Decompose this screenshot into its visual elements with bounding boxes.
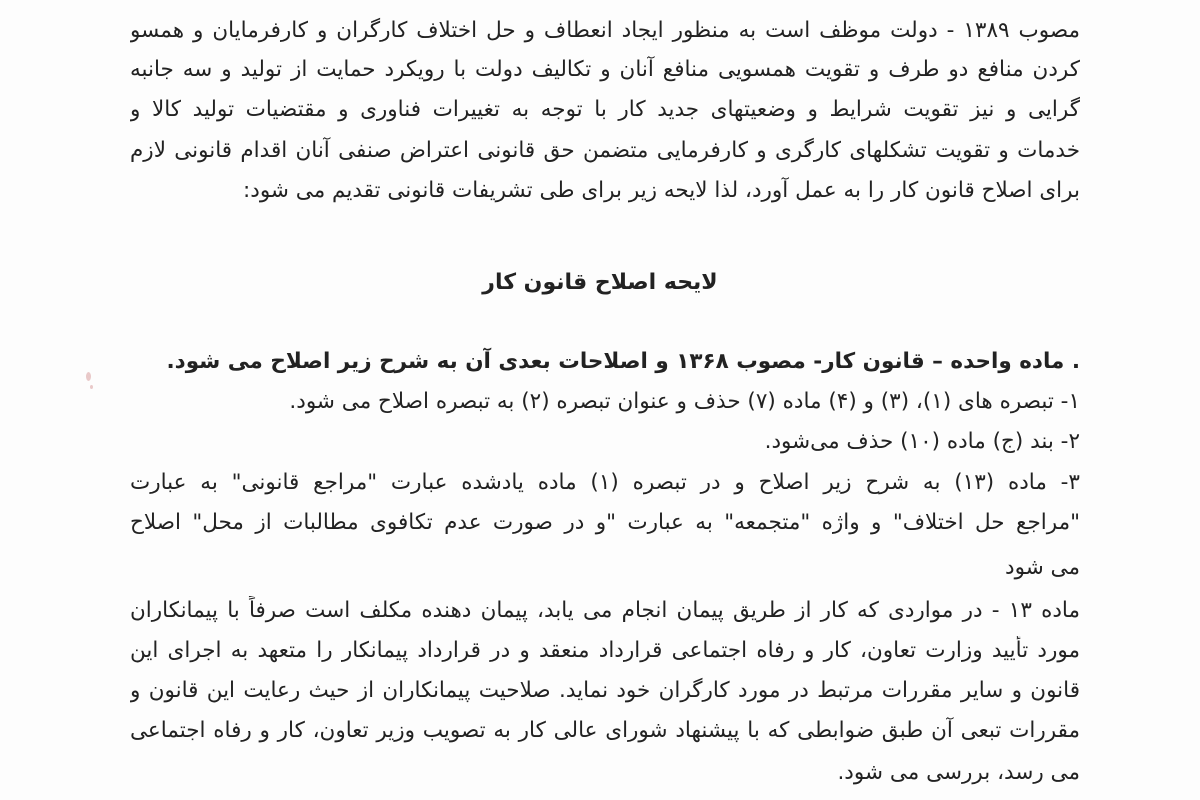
intro-line-2: کردن منافع دو طرف و تقویت همسویی منافع آنان و تکالیف دولت با رویکرد حمایت از تولید و سه جانبه <box>130 57 1080 82</box>
article-item-3-end: می شود <box>1005 555 1080 580</box>
article-single-line: . ماده واحده – قانون کار- مصوب ۱۳۶۸ و اصلاحات بعدی آن به شرح زیر اصلاح می شود. <box>166 349 1080 374</box>
article-item-2: ۲- بند (ج) ماده (۱۰) حذف می‌شود. <box>764 429 1080 454</box>
intro-line-5: برای اصلاح قانون کار را به عمل آورد، لذا لایحه زیر برای طی تشریفات قانونی تقدیم می شود: <box>243 178 1080 203</box>
clause-line-5: می رسد، بررسی می شود. <box>837 760 1080 785</box>
intro-line-4: خدمات و تقویت تشکلهای کارگری و کارفرمایی متضمن حق قانونی اعتراض صنفی آنان اقدام قانونی لازم <box>130 138 1080 163</box>
clause-line-3: قانون و سایر مقررات مرتبط در مورد کارگران خود نماید. صلاحیت پیمانکاران از حیث رعایت این قانون و <box>130 678 1080 703</box>
article-item-1: ۱- تبصره های (۱)، (۳) و (۴) ماده (۷) حذف و عنوان تبصره (۲) به تبصره اصلاح می شود. <box>289 389 1080 414</box>
clause-line-1: ماده ۱۳ - در مواردی که کار از طریق پیمان انجام می یابد، پیمان دهنده مکلف است صرفاً با پیمانکاران <box>130 598 1080 623</box>
intro-line-3: گرایی و نیز تقویت شرایط و وضعیتهای جدید کار با توجه به تغییرات فناوری و مقتضیات تولید کالا و <box>130 97 1080 122</box>
article-item-3: ۳- ماده (۱۳) به شرح زیر اصلاح و در تبصره (۱) ماده یادشده عبارت "مراجع قانونی" به عبارت <box>130 470 1080 495</box>
cut-top-line <box>130 0 1080 12</box>
scan-speck <box>86 372 91 381</box>
article-item-3-cont: "مراجع حل اختلاف" و واژه "متجمعه" به عبارت "و در صورت عدم تکافوی مطالبات از محل" اصلاح <box>130 510 1080 535</box>
clause-line-4: مقررات تبعی آن طبق ضوابطی که با پیشنهاد شورای عالی کار به تصویب وزیر تعاون، کار و رفاه اجتماعی <box>130 718 1080 743</box>
intro-line-1: مصوب ۱۳۸۹ - دولت موظف است به منظور ایجاد انعطاف و حل اختلاف کارگران و کارفرمایان و همسو <box>130 18 1080 43</box>
clause-line-2: مورد تأیید وزارت تعاون، کار و رفاه اجتماعی قرارداد منعقد و در قرارداد پیمانکار را متعهد به اجرای این <box>130 638 1080 663</box>
bill-heading: لایحه اصلاح قانون کار <box>482 270 718 295</box>
scan-speck <box>90 385 93 389</box>
